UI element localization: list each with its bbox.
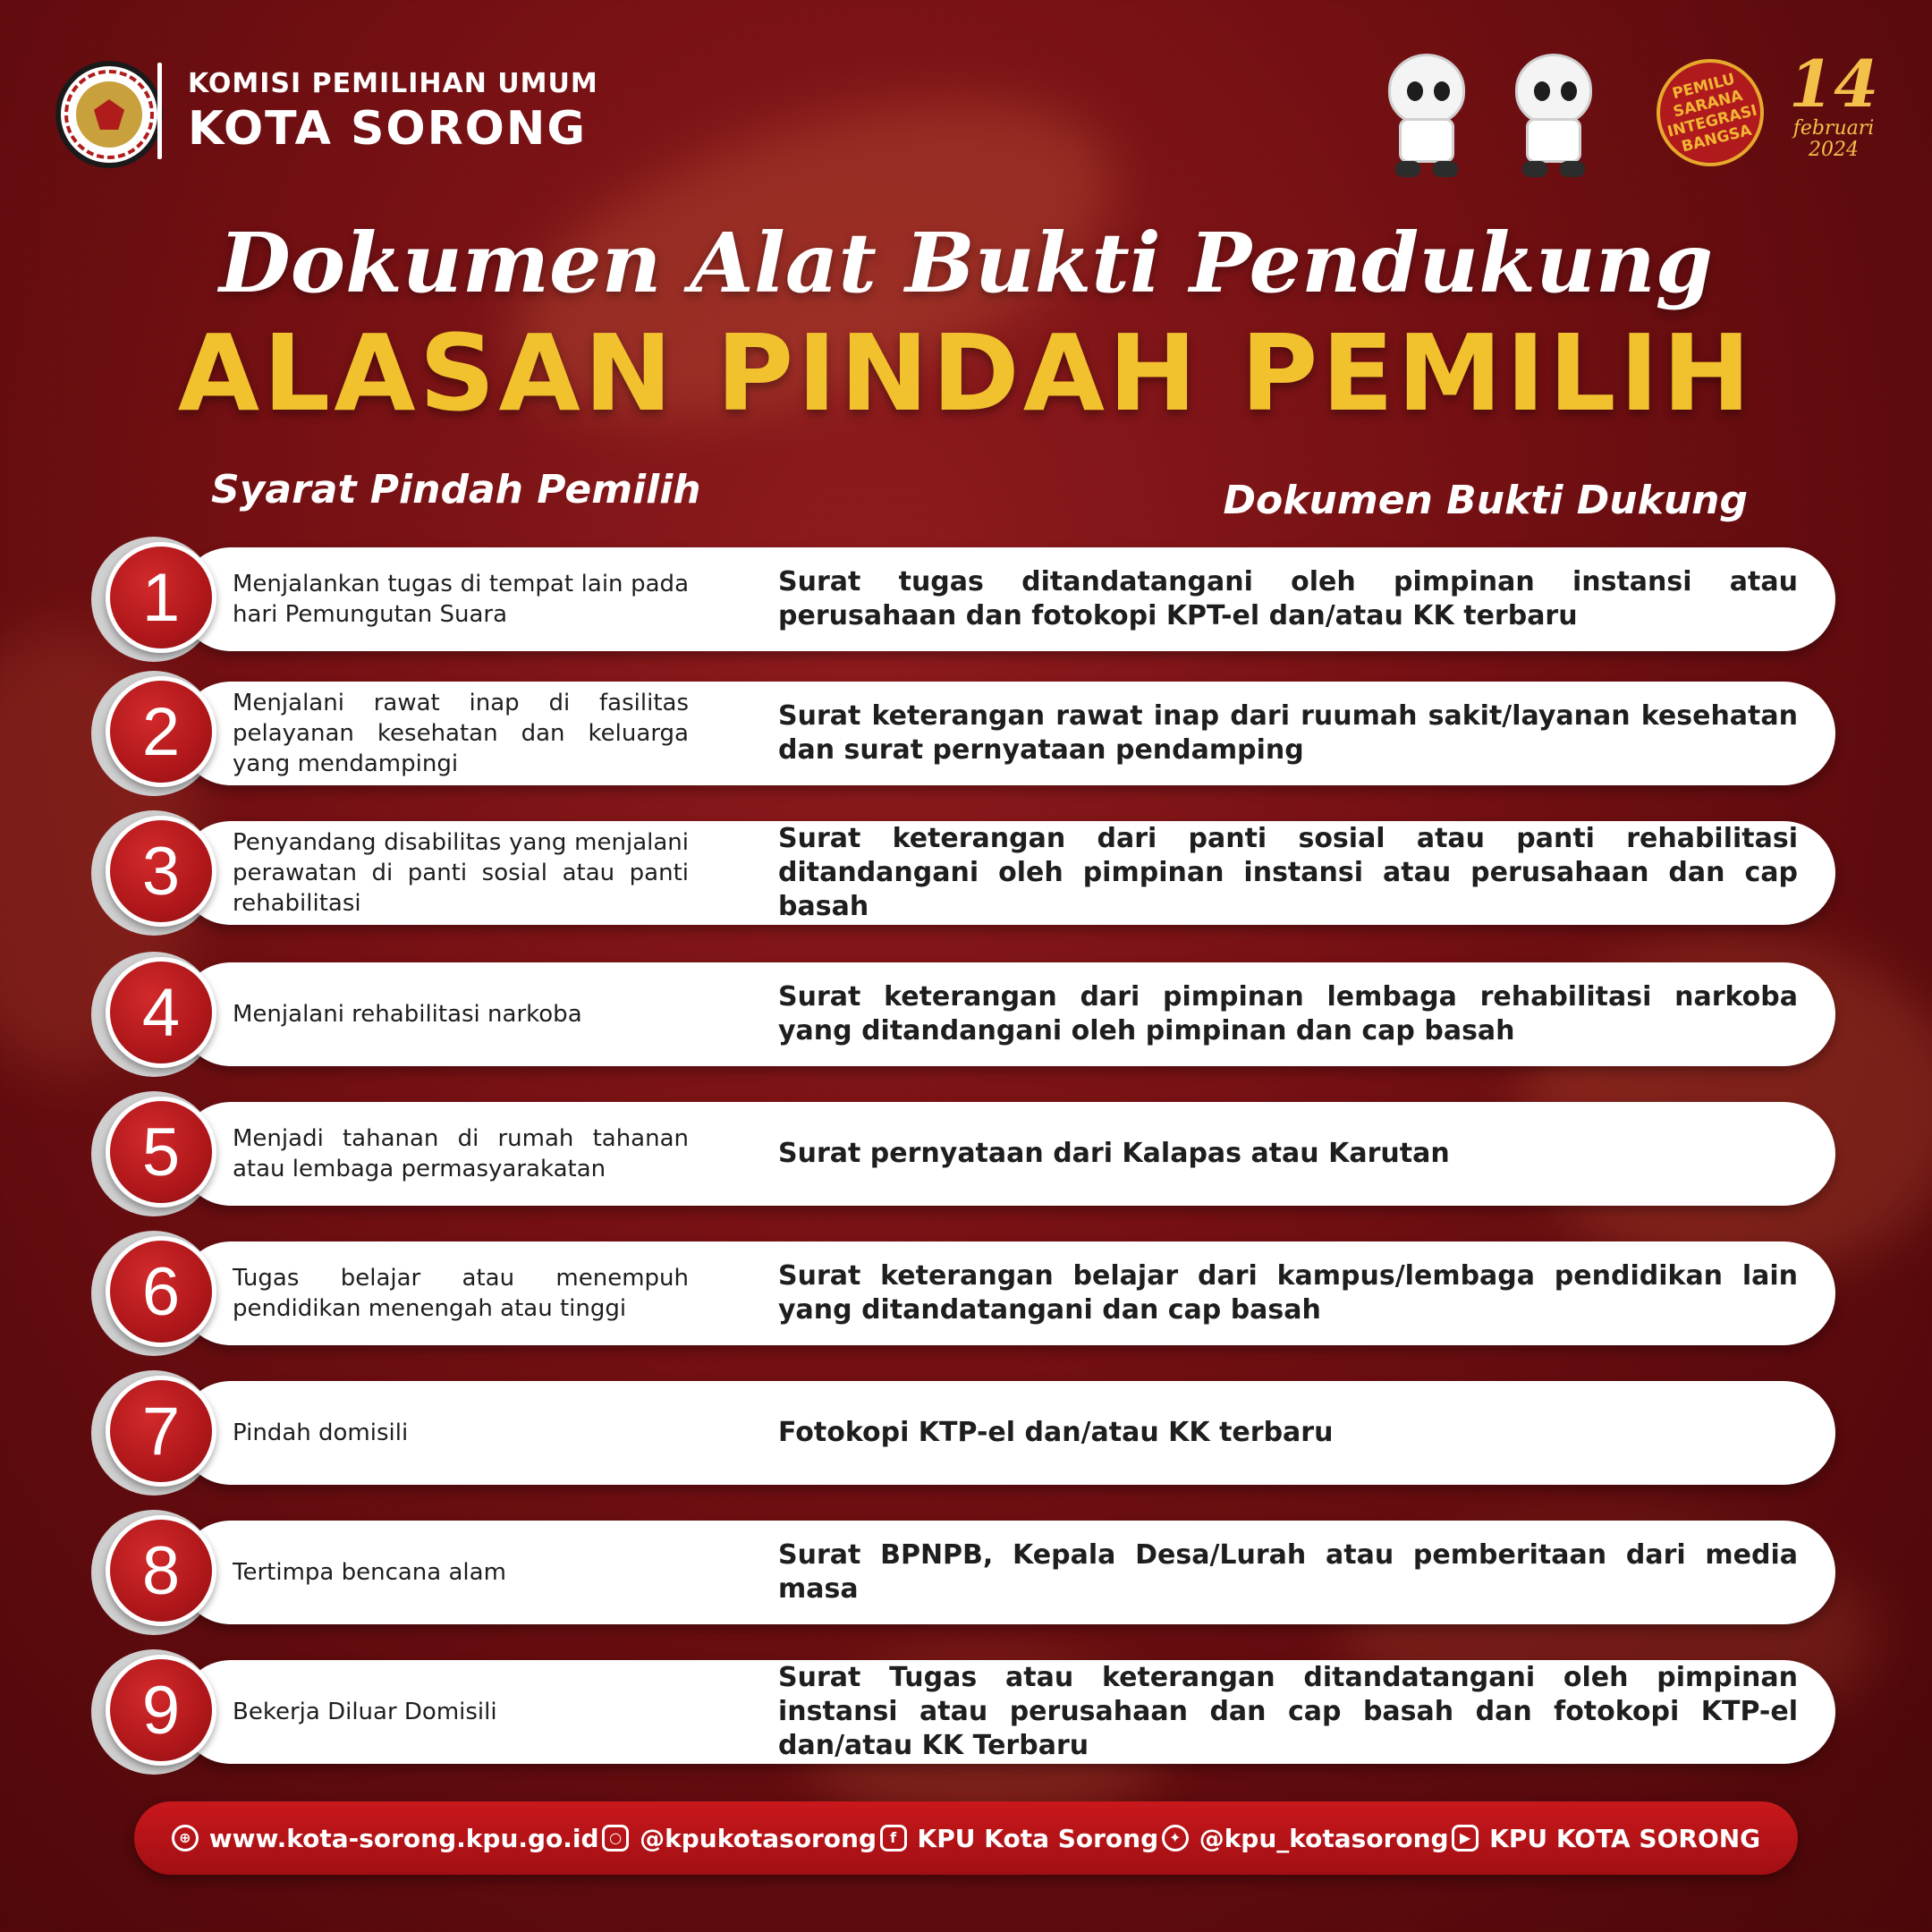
footer-twitter[interactable] bbox=[1162, 1824, 1449, 1853]
header-divider bbox=[157, 63, 162, 159]
mascot-right bbox=[1496, 54, 1612, 179]
list-item bbox=[98, 1381, 1835, 1485]
footer-instagram-label: @kpukotasorong bbox=[640, 1823, 877, 1853]
row-requirement: Tugas belajar atau menempuh pendidikan menengah atau tinggi bbox=[233, 1265, 689, 1322]
footer-facebook-label: KPU Kota Sorong bbox=[917, 1823, 1159, 1853]
row-document: Surat Tugas atau keterangan ditandatangani oleh pimpinan instansi atau perusahaan dan cap basah dan fotokopi KTP-el dan/atau KK Terbaru bbox=[778, 1662, 1798, 1761]
footer-bar bbox=[134, 1801, 1798, 1875]
footer-youtube-label: KPU KOTA SORONG bbox=[1489, 1823, 1761, 1853]
row-number: 7 bbox=[106, 1376, 216, 1487]
row-number: 3 bbox=[106, 816, 216, 927]
badge-text: PEMILU SARANA INTEGRASI BANGSA bbox=[1665, 70, 1759, 157]
row-requirement: Menjadi tahanan di rumah tahanan atau lembaga permasyarakatan bbox=[233, 1125, 689, 1182]
list-item bbox=[98, 962, 1835, 1066]
list-item bbox=[98, 1521, 1835, 1624]
org-name-line1: KOMISI PEMILIHAN UMUM bbox=[188, 68, 598, 99]
row-requirement: Menjalani rawat inap di fasilitas pelayanan kesehatan dan keluarga yang mendampingi bbox=[233, 690, 689, 777]
facebook-icon: f bbox=[880, 1825, 907, 1852]
instagram-icon: ○ bbox=[602, 1825, 629, 1852]
row-requirement: Penyandang disabilitas yang menjalani perawatan di panti sosial atau panti rehabilitasi bbox=[233, 829, 689, 917]
row-requirement: Menjalani rehabilitasi narkoba bbox=[233, 1001, 582, 1028]
date-number: 14 bbox=[1789, 46, 1879, 122]
column-header-documents: Dokumen Bukti Dukung bbox=[1223, 478, 1748, 523]
column-header-requirements: Syarat Pindah Pemilih bbox=[211, 467, 701, 513]
row-document: Surat keterangan belajar dari kampus/lembaga pendidikan lain yang ditandatangani dan cap basah bbox=[778, 1260, 1798, 1326]
row-document: Fotokopi KTP-el dan/atau KK terbaru bbox=[778, 1417, 1334, 1448]
row-document: Surat tugas ditandatangani oleh pimpinan instansi atau perusahaan dan fotokopi KPT-el dan/atau KK terbaru bbox=[778, 566, 1798, 631]
globe-icon: ⊕ bbox=[172, 1825, 199, 1852]
row-requirement: Menjalankan tugas di tempat lain pada hari Pemungutan Suara bbox=[233, 571, 689, 628]
row-requirement: Bekerja Diluar Domisili bbox=[233, 1699, 497, 1725]
youtube-icon: ▶ bbox=[1452, 1825, 1479, 1852]
footer-facebook[interactable] bbox=[880, 1824, 1159, 1853]
list-item bbox=[98, 821, 1835, 925]
footer-youtube[interactable] bbox=[1452, 1824, 1760, 1853]
row-requirement: Tertimpa bencana alam bbox=[233, 1559, 506, 1586]
row-document: Surat keterangan dari pimpinan lembaga rehabilitasi narkoba yang ditandangani oleh pimpinan dan cap basah bbox=[778, 981, 1798, 1046]
footer-instagram[interactable] bbox=[602, 1824, 877, 1853]
list-item bbox=[98, 1660, 1835, 1764]
row-number: 5 bbox=[106, 1097, 216, 1208]
org-name-line2: KOTA SORONG bbox=[188, 102, 588, 156]
row-number: 4 bbox=[106, 957, 216, 1068]
row-document: Surat keterangan rawat inap dari ruumah sakit/layanan kesehatan dan surat pernyataan pendamping bbox=[778, 700, 1798, 766]
pemilu-badge bbox=[1657, 59, 1764, 166]
list-item bbox=[98, 1102, 1835, 1206]
row-number: 6 bbox=[106, 1236, 216, 1347]
list-item bbox=[98, 547, 1835, 651]
footer-website-label: www.kota-sorong.kpu.go.id bbox=[208, 1823, 599, 1853]
row-requirement: Pindah domisili bbox=[233, 1419, 409, 1446]
twitter-icon: ✦ bbox=[1162, 1825, 1189, 1852]
date-text: februari 2024 bbox=[1792, 117, 1875, 161]
election-date-logo bbox=[1789, 46, 1879, 166]
mascot-left bbox=[1368, 54, 1485, 179]
kpu-logo bbox=[55, 61, 163, 168]
title-script: Dokumen Alat Bukti Pendukung bbox=[218, 215, 1714, 311]
footer-twitter-label: @kpu_kotasorong bbox=[1199, 1823, 1449, 1853]
row-number: 9 bbox=[106, 1655, 216, 1766]
row-number: 8 bbox=[106, 1515, 216, 1626]
row-number: 2 bbox=[106, 676, 216, 787]
row-number: 1 bbox=[106, 542, 216, 653]
title-main: ALASAN PINDAH PEMILIH bbox=[177, 311, 1755, 435]
row-document: Surat BPNPB, Kepala Desa/Lurah atau pemberitaan dari media masa bbox=[778, 1539, 1798, 1605]
list-item bbox=[98, 1241, 1835, 1345]
row-document: Surat pernyataan dari Kalapas atau Karutan bbox=[778, 1138, 1450, 1169]
list-item bbox=[98, 682, 1835, 785]
footer-website[interactable] bbox=[172, 1824, 599, 1853]
row-document: Surat keterangan dari panti sosial atau panti rehabilitasi ditandangani oleh pimpinan instansi atau perusahaan dan cap basah bbox=[778, 823, 1798, 922]
